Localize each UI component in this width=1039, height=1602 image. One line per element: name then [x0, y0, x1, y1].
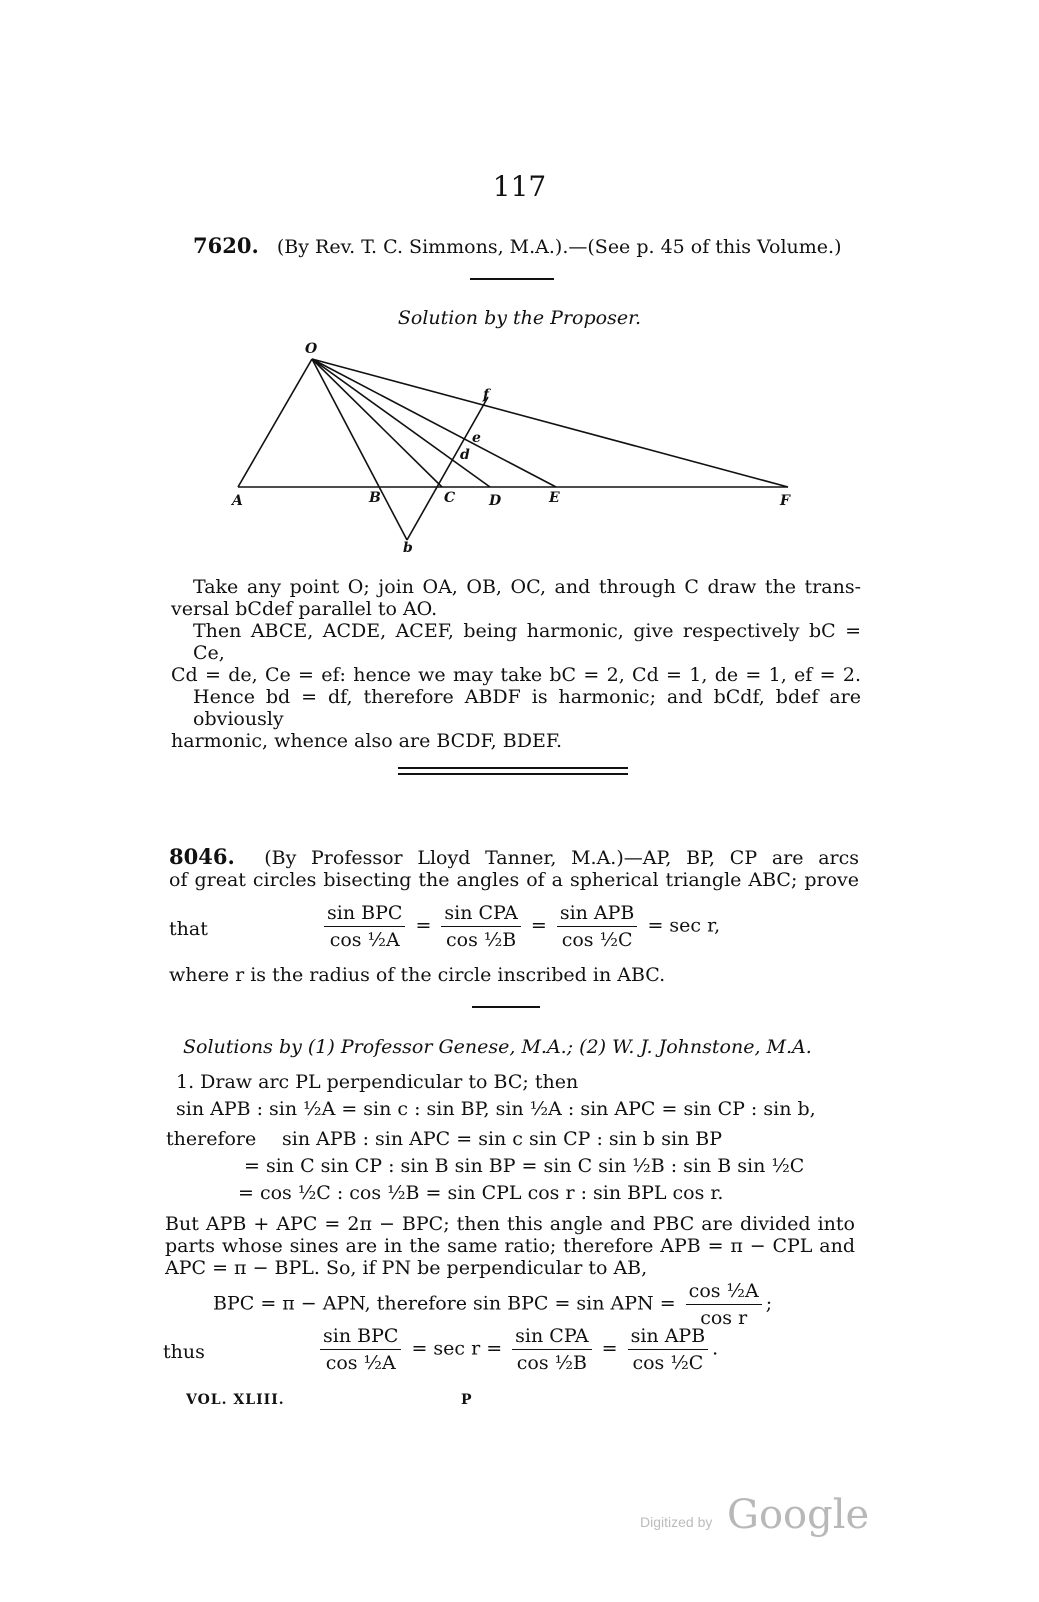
solution-paragraph: [165, 1213, 855, 1279]
solution-line3: sin APB : sin APC = sin c sin CP : sin b sin BP: [282, 1128, 723, 1150]
google-logo: Google: [727, 1492, 870, 1538]
q8046-header-text1: (By Professor Lloyd Tanner, M.A.)—AP, BP, CP are arcs: [264, 847, 859, 869]
double-rule-bottom: [398, 773, 628, 775]
therefore-label: therefore: [166, 1128, 257, 1150]
q8046-header-line2: of great circles bisecting the angles of a spherical triangle ABC; prove: [169, 869, 859, 891]
equals-sign: =: [530, 914, 547, 937]
page-number: 117: [492, 170, 547, 203]
short-rule-1: [470, 278, 554, 280]
thus-equation: [316, 1325, 718, 1374]
solution-line5: = cos ½C : cos ½B = sin CPL cos r : sin BPL cos r.: [238, 1182, 724, 1204]
q7620-para1-line2: versal bCdef parallel to AO.: [171, 598, 438, 620]
bpc-text: BPC = π − APN, therefore sin BPC = sin APN =: [213, 1292, 676, 1315]
q7620-para1-line1: Take any point O; join OA, OB, OC, and through C draw the trans-: [193, 576, 861, 598]
q7620-para2-line2: Cd = de, Ce = ef: hence we may take bC = 2, Cd = 1, de = 1, ef = 2.: [171, 664, 861, 686]
thus-fraction-bpc: $\frac{\text{sin BPC}}{\text{cos ½A}}$: [320, 1325, 401, 1374]
semicolon: ;: [765, 1292, 773, 1315]
label-b: b: [403, 540, 413, 556]
label-F: F: [780, 493, 790, 509]
equals-sign: =: [415, 914, 432, 937]
q7620-solution-label: Solution by the Proposer.: [397, 307, 642, 329]
q7620-header-text: (By Rev. T. C. Simmons, M.A.).—(See p. 45 of this Volume.): [276, 236, 842, 258]
equals-sign: =: [601, 1337, 618, 1360]
fraction-cpa: $\frac{\text{sin CPA}}{\text{cos ½B}}$: [441, 902, 520, 951]
q7620-para3-line2: harmonic, whence also are BCDF, BDEF.: [171, 730, 563, 752]
paragraph-line1: But APB + APC = 2π − BPC; then this angle and PBC are divided into: [165, 1213, 855, 1235]
thus-fraction-apb: $\frac{\text{sin APB}}{\text{cos ½C}}$: [628, 1325, 709, 1374]
label-d: d: [460, 447, 470, 463]
solution-line2: sin APB : sin ½A = sin c : sin BP, sin ½A : sin APC = sin CP : sin b,: [176, 1098, 816, 1120]
q7620-para3-line1: Hence bd = df, therefore ABDF is harmonic; and bCdf, bdef are obviously: [193, 686, 861, 730]
bpc-equation: [213, 1280, 772, 1329]
period: .: [712, 1337, 719, 1360]
solution-line4: = sin C sin CP : sin B sin BP = sin C sin ½B : sin B sin ½C: [244, 1155, 805, 1177]
fraction-bpc: $\frac{\text{sin BPC}}{\text{cos ½A}}$: [324, 902, 405, 951]
thus-fraction-cpa: $\frac{\text{sin CPA}}{\text{cos ½B}}$: [512, 1325, 591, 1374]
that-label: that: [169, 918, 208, 940]
sec-r: = sec r =: [411, 1337, 503, 1360]
label-C: C: [444, 490, 456, 506]
q8046-header: [169, 846, 859, 891]
prove-equation: [320, 902, 720, 951]
q7620-number: 7620.: [193, 233, 259, 258]
harmonic-figure: [220, 335, 810, 565]
equation-end: = sec r,: [647, 914, 721, 937]
line-OC: [312, 359, 442, 487]
footer-signature: P: [461, 1392, 472, 1408]
label-A: A: [232, 493, 243, 509]
line-OA: [238, 359, 312, 487]
digitized-by-text: Digitized by: [640, 1514, 713, 1530]
label-D: D: [489, 493, 502, 509]
transversal-bf: [407, 397, 488, 540]
q8046-header-line1: [169, 846, 859, 869]
label-E: E: [549, 490, 560, 506]
q7620-body: [171, 576, 861, 752]
label-B: B: [369, 490, 381, 506]
paragraph-line3: APC = π − BPL. So, if PN be perpendicular to AB,: [165, 1257, 648, 1279]
q7620-para2-line1: Then ABCE, ACDE, ACEF, being harmonic, give respectively bC = Ce,: [193, 620, 861, 664]
line-Ob: [312, 359, 407, 540]
q8046-number: 8046.: [169, 844, 235, 869]
line-OE: [312, 359, 556, 487]
solutions-label: Solutions by (1) Professor Genese, M.A.; (2) W. J. Johnstone, M.A.: [183, 1036, 812, 1058]
paragraph-line2: parts whose sines are in the same ratio; therefore APB = π − CPL and: [165, 1235, 855, 1257]
short-rule-2: [472, 1006, 540, 1008]
footer-volume: VOL. XLIII.: [186, 1392, 285, 1408]
thus-label: thus: [163, 1341, 205, 1363]
label-f: f: [483, 387, 490, 403]
q7620-header: [193, 235, 853, 258]
line-OF: [312, 359, 788, 487]
where-line: where r is the radius of the circle inscribed in ABC.: [169, 964, 666, 986]
label-e: e: [472, 430, 481, 446]
double-rule-top: [398, 767, 628, 769]
fraction-cosA-cosr: $\frac{\text{cos ½A}}{\text{cos r}}$: [686, 1280, 762, 1329]
label-O: O: [305, 341, 318, 357]
line-OD: [312, 359, 490, 487]
fraction-apb: $\frac{\text{sin APB}}{\text{cos ½C}}$: [557, 902, 638, 951]
solution-line1: 1. Draw arc PL perpendicular to BC; then: [176, 1071, 579, 1093]
